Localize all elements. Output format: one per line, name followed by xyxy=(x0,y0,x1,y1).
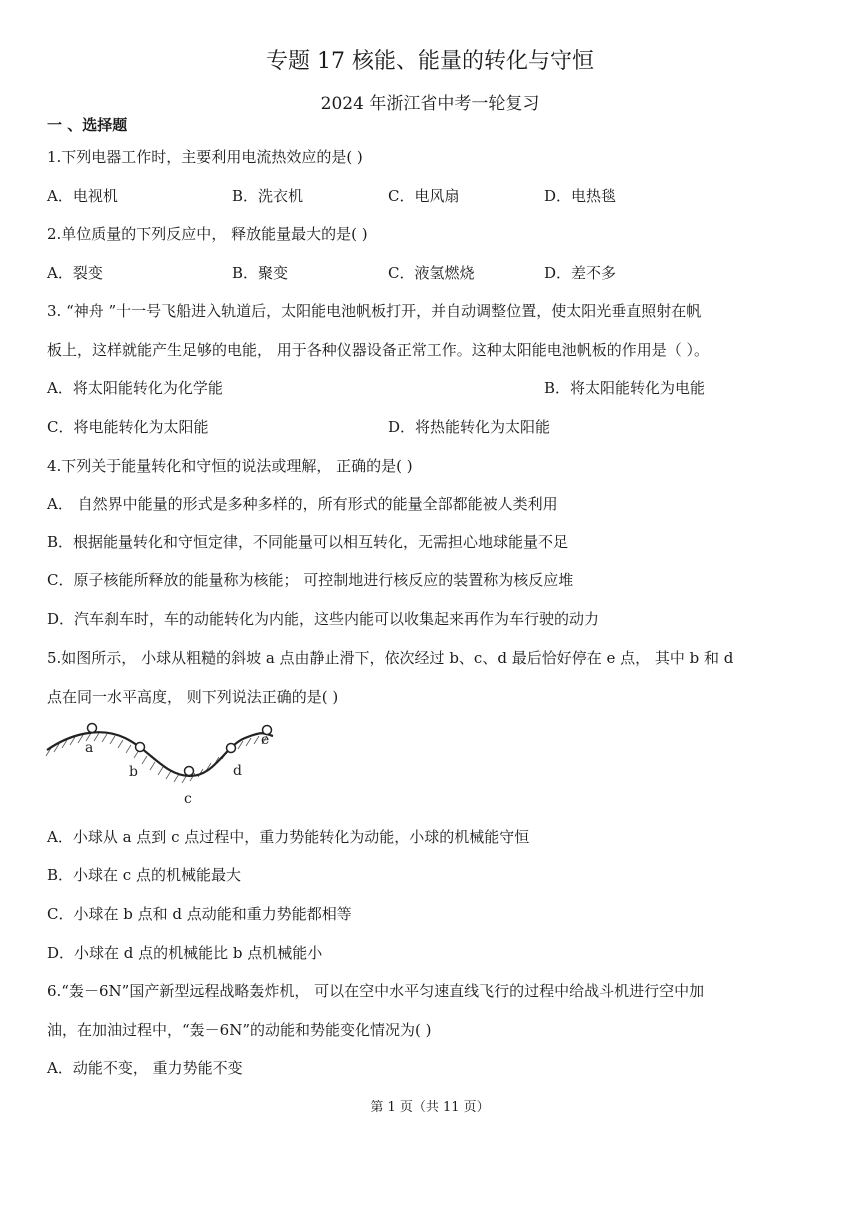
question-4-option-a: A． 自然界中能量的形式是多种多样的，所有形式的能量全部都能被人类利用 xyxy=(47,495,558,513)
question-1-option-a: A．电视机 xyxy=(47,187,118,205)
question-4-stem: 4.下列关于能量转化和守恒的说法或理解， 正确的是( ) xyxy=(47,457,413,475)
question-5-option-c: C．小球在 b 点和 d 点动能和重力势能都相等 xyxy=(47,905,352,923)
section-heading: 一 、选择题 xyxy=(47,116,128,134)
question-3-stem-line-1: 3. “神舟 ”十一号飞船进入轨道后，太阳能电池帆板打开，并自动调整位置，使太阳光垂直照射在帆 xyxy=(47,302,702,320)
figure-label-c: c xyxy=(184,791,192,807)
question-2-option-b: B．聚变 xyxy=(232,264,289,282)
question-5-option-b: B．小球在 c 点的机械能最大 xyxy=(47,866,241,884)
question-1-option-b: B．洗衣机 xyxy=(232,187,304,205)
page-subtitle: 2024 年浙江省中考一轮复习 xyxy=(320,94,540,114)
question-1-stem: 1.下列电器工作时，主要利用电流热效应的是( ) xyxy=(47,148,363,166)
question-5-option-a: A．小球从 a 点到 c 点过程中，重力势能转化为动能，小球的机械能守恒 xyxy=(47,828,530,846)
question-1-option-d: D．电热毯 xyxy=(544,187,617,205)
page-title: 专题 17 核能、能量的转化与守恒 xyxy=(266,49,594,74)
question-6-stem-line-1: 6.“轰－6N”国产新型远程战略轰炸机， 可以在空中水平匀速直线飞行的过程中给战斗机进行空中加 xyxy=(47,982,705,1000)
figure-label-b: b xyxy=(129,764,138,780)
question-1-option-c: C．电风扇 xyxy=(388,187,460,205)
page-footer: 第 1 页（共 11 页） xyxy=(370,1100,490,1115)
question-4-option-c: C．原子核能所释放的能量称为核能； 可控制地进行核反应的装置称为核反应堆 xyxy=(47,571,574,589)
slope-figure xyxy=(45,718,275,810)
question-5-stem-line-1: 5.如图所示， 小球从粗糙的斜坡 a 点由静止滑下，依次经过 b、c、d 最后恰好停在 e 点， 其中 b 和 d xyxy=(47,649,734,667)
question-2-option-d: D．差不多 xyxy=(544,264,617,282)
question-6-stem-line-2: 油，在加油过程中，“轰－6N”的动能和势能变化情况为( ) xyxy=(47,1021,432,1039)
question-3-option-b: B．将太阳能转化为电能 xyxy=(544,379,706,397)
question-5-stem-line-2: 点在同一水平高度， 则下列说法正确的是( ) xyxy=(47,688,339,706)
question-2-option-a: A．裂变 xyxy=(47,264,103,282)
figure-label-a: a xyxy=(85,740,94,756)
question-3-option-a: A．将太阳能转化为化学能 xyxy=(47,379,223,397)
question-3-stem-line-2: 板上，这样就能产生足够的电能， 用于各种仪器设备正常工作。这种太阳能电池帆板的作用是（ ）。 xyxy=(47,341,710,359)
question-3-option-c: C．将电能转化为太阳能 xyxy=(47,418,209,436)
question-2-option-c: C．液氢燃烧 xyxy=(388,264,475,282)
figure-label-d: d xyxy=(233,763,242,779)
question-4-option-d: D．汽车刹车时，车的动能转化为内能，这些内能可以收集起来再作为车行驶的动力 xyxy=(47,610,600,628)
figure-label-e: e xyxy=(261,732,270,748)
question-4-option-b: B．根据能量转化和守恒定律，不同能量可以相互转化，无需担心地球能量不足 xyxy=(47,533,569,551)
question-3-option-d: D．将热能转化为太阳能 xyxy=(388,418,551,436)
question-6-option-a: A．动能不变， 重力势能不变 xyxy=(47,1059,243,1077)
question-2-stem: 2.单位质量的下列反应中， 释放能量最大的是( ) xyxy=(47,225,368,243)
question-5-option-d: D．小球在 d 点的机械能比 b 点机械能小 xyxy=(47,944,323,962)
